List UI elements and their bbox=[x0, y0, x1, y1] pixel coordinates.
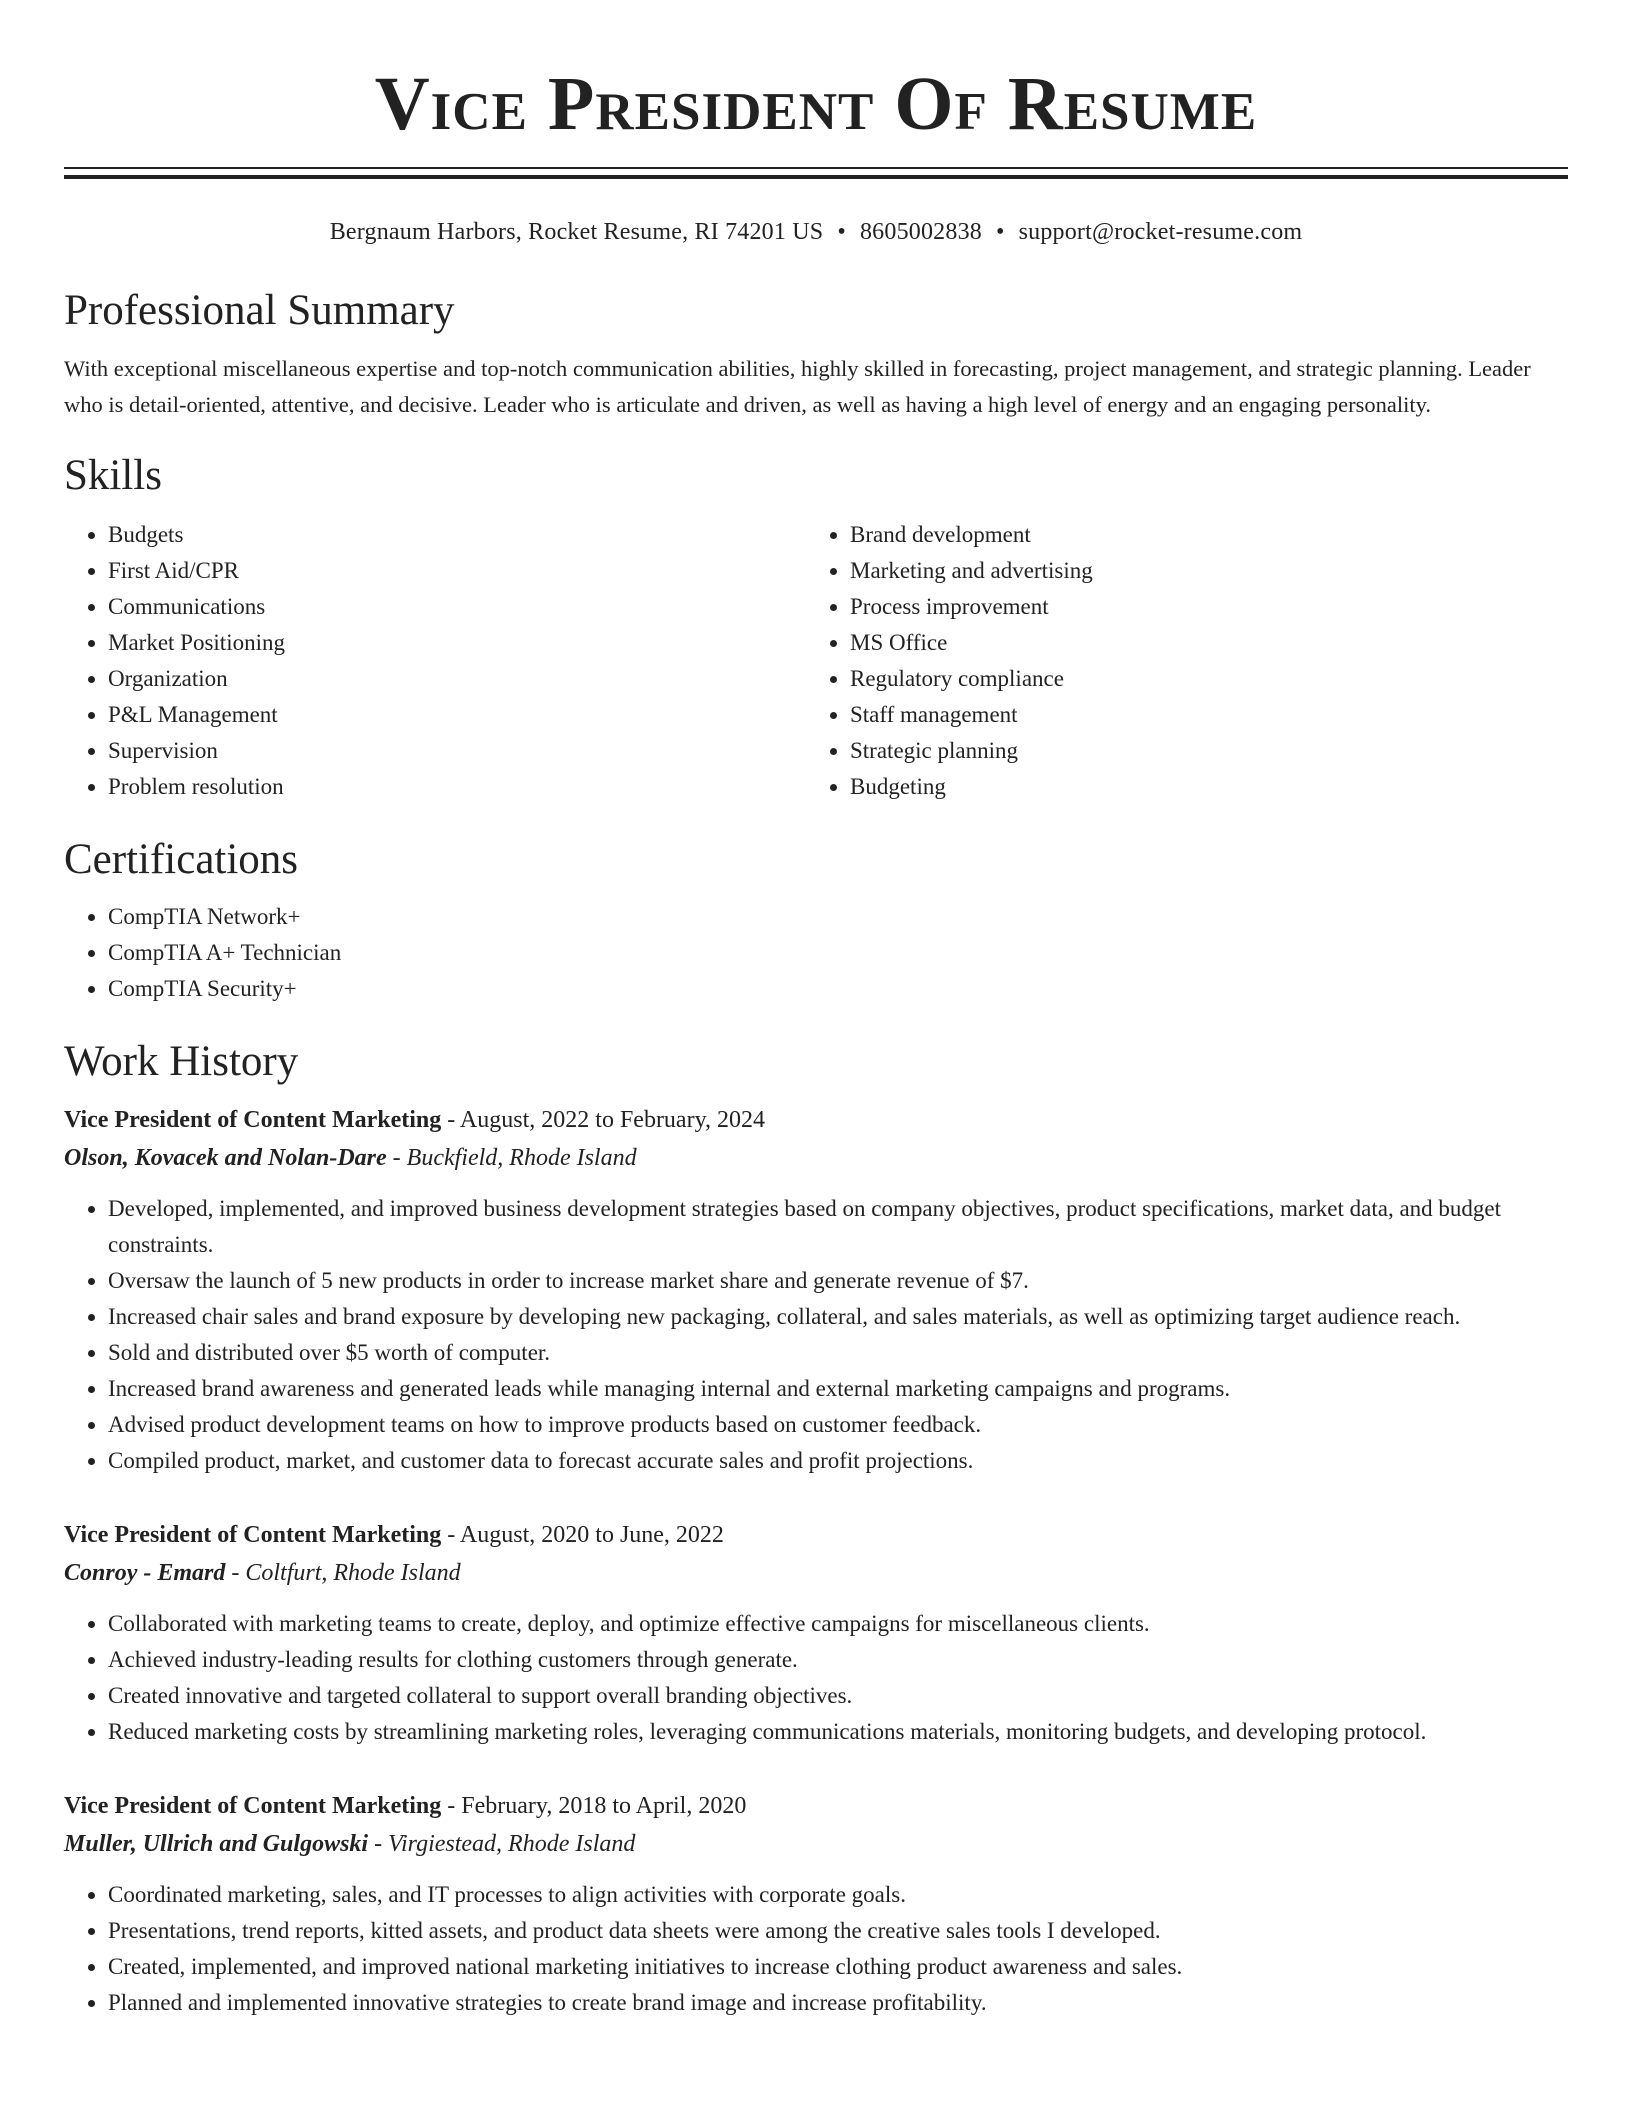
skill-item: • Brand development bbox=[850, 517, 1548, 553]
summary-text: With exceptional miscellaneous expertise and top-notch communication abilities, highly skilled in forecasting, project management, and strategic planning. Leader who is detail-oriented, attentive, and decisive. Leader who is articulate and driven, as well as having a high level of energy and an engaging personality. bbox=[64, 356, 1531, 417]
divider-thin-line bbox=[64, 167, 1568, 169]
skills-column-right bbox=[806, 517, 1548, 805]
work-history-heading: Work History bbox=[64, 1038, 299, 1085]
job-title: Vice President of Content Marketing bbox=[64, 1522, 442, 1548]
job-bullet: • Increased brand awareness and generated leads while managing internal and external marketing campaigns and programs. bbox=[108, 1371, 1568, 1407]
job-company: Olson, Kovacek and Nolan-Dare bbox=[64, 1145, 387, 1171]
skill-item: • MS Office bbox=[850, 625, 1548, 661]
skills-column-left bbox=[64, 517, 806, 805]
job-location: - Buckfield, Rhode Island bbox=[386, 1145, 637, 1171]
job-location: - Coltfurt, Rhode Island bbox=[225, 1560, 461, 1586]
certification-item: • CompTIA Network+ bbox=[108, 899, 1568, 935]
divider-thick-line bbox=[64, 175, 1568, 179]
job-title-line bbox=[64, 1516, 1568, 1554]
job-company: Muller, Ullrich and Gulgowski bbox=[64, 1831, 369, 1857]
skill-item: • Regulatory compliance bbox=[850, 661, 1548, 697]
job-bullet: • Advised product development teams on how to improve products based on customer feedback. bbox=[108, 1407, 1568, 1443]
skill-item: • Strategic planning bbox=[850, 733, 1548, 769]
contact-separator: • bbox=[995, 219, 1005, 245]
skill-item: • P&L Management bbox=[108, 697, 806, 733]
job-bullet: • Compiled product, market, and customer data to forecast accurate sales and profit projections. bbox=[108, 1443, 1568, 1479]
certifications-list bbox=[64, 899, 1568, 1007]
skill-item: • First Aid/CPR bbox=[108, 553, 806, 589]
job-title-line bbox=[64, 1787, 1568, 1825]
skill-item: • Staff management bbox=[850, 697, 1548, 733]
job-company: Conroy - Emard bbox=[64, 1560, 226, 1586]
job-bullet: • Coordinated marketing, sales, and IT processes to align activities with corporate goals. bbox=[108, 1877, 1568, 1913]
contact-phone: 8605002838 bbox=[859, 219, 982, 245]
job-bullet: • Sold and distributed over $5 worth of computer. bbox=[108, 1335, 1568, 1371]
certification-item: • CompTIA Security+ bbox=[108, 971, 1568, 1007]
job-title-line bbox=[64, 1101, 1568, 1139]
skills-list bbox=[64, 517, 1568, 805]
job-bullet: • Achieved industry-leading results for clothing customers through generate. bbox=[108, 1642, 1568, 1678]
resume-page bbox=[64, 0, 1568, 2021]
job-bullet: • Oversaw the launch of 5 new products in order to increase market share and generate revenue of $7. bbox=[108, 1263, 1568, 1299]
contact-email: support@rocket-resume.com bbox=[1018, 219, 1303, 245]
skills-heading: Skills bbox=[64, 452, 162, 499]
job-dates: - August, 2022 to February, 2024 bbox=[441, 1107, 766, 1133]
contact-line bbox=[64, 216, 1568, 248]
job-company-line bbox=[64, 1139, 1568, 1177]
job-title: Vice President of Content Marketing bbox=[64, 1107, 442, 1133]
job-bullet: • Increased chair sales and brand exposure by developing new packaging, collateral, and sales materials, as well as optimizing target audience reach. bbox=[108, 1299, 1568, 1335]
skill-item: • Communications bbox=[108, 589, 806, 625]
job-bullets bbox=[64, 1606, 1568, 1750]
resume-title: Vice President Of Resume bbox=[374, 62, 1258, 146]
job-company-line bbox=[64, 1554, 1568, 1592]
job-bullet: • Reduced marketing costs by streamlining marketing roles, leveraging communications materials, monitoring budgets, and developing protocol. bbox=[108, 1714, 1568, 1750]
job-bullet: • Presentations, trend reports, kitted assets, and product data sheets were among the creative sales tools I developed. bbox=[108, 1913, 1568, 1949]
skill-item: • Process improvement bbox=[850, 589, 1548, 625]
job-location: - Virgiestead, Rhode Island bbox=[368, 1831, 636, 1857]
job-title: Vice President of Content Marketing bbox=[64, 1793, 442, 1819]
skill-item: • Organization bbox=[108, 661, 806, 697]
job-bullet: • Created innovative and targeted collateral to support overall branding objectives. bbox=[108, 1678, 1568, 1714]
skill-item: • Budgeting bbox=[850, 769, 1548, 805]
title-divider bbox=[64, 167, 1568, 179]
skill-item: • Budgets bbox=[108, 517, 806, 553]
job-entry bbox=[64, 1787, 1568, 2021]
job-dates: - August, 2020 to June, 2022 bbox=[441, 1522, 724, 1548]
job-bullet: • Developed, implemented, and improved business development strategies based on company objectives, product specifications, market data, and budget constraints. bbox=[108, 1191, 1568, 1263]
job-dates: - February, 2018 to April, 2020 bbox=[441, 1793, 747, 1819]
contact-address: Bergnaum Harbors, Rocket Resume, RI 74201 US bbox=[329, 219, 824, 245]
certifications-heading: Certifications bbox=[64, 836, 299, 883]
skill-item: • Market Positioning bbox=[108, 625, 806, 661]
summary-heading: Professional Summary bbox=[64, 287, 455, 334]
job-bullet: • Planned and implemented innovative strategies to create brand image and increase profitability. bbox=[108, 1985, 1568, 2021]
job-company-line bbox=[64, 1825, 1568, 1863]
job-entry bbox=[64, 1516, 1568, 1750]
job-bullets bbox=[64, 1877, 1568, 2021]
contact-separator: • bbox=[837, 219, 846, 245]
skill-item: • Problem resolution bbox=[108, 769, 806, 805]
skill-item: • Supervision bbox=[108, 733, 806, 769]
skill-item: • Marketing and advertising bbox=[850, 553, 1548, 589]
job-bullet: • Created, implemented, and improved national marketing initiatives to increase clothing product awareness and sales. bbox=[108, 1949, 1568, 1985]
job-bullet: • Collaborated with marketing teams to create, deploy, and optimize effective campaigns for miscellaneous clients. bbox=[108, 1606, 1568, 1642]
job-bullets bbox=[64, 1191, 1568, 1479]
certification-item: • CompTIA A+ Technician bbox=[108, 935, 1568, 971]
job-entry bbox=[64, 1101, 1568, 1479]
